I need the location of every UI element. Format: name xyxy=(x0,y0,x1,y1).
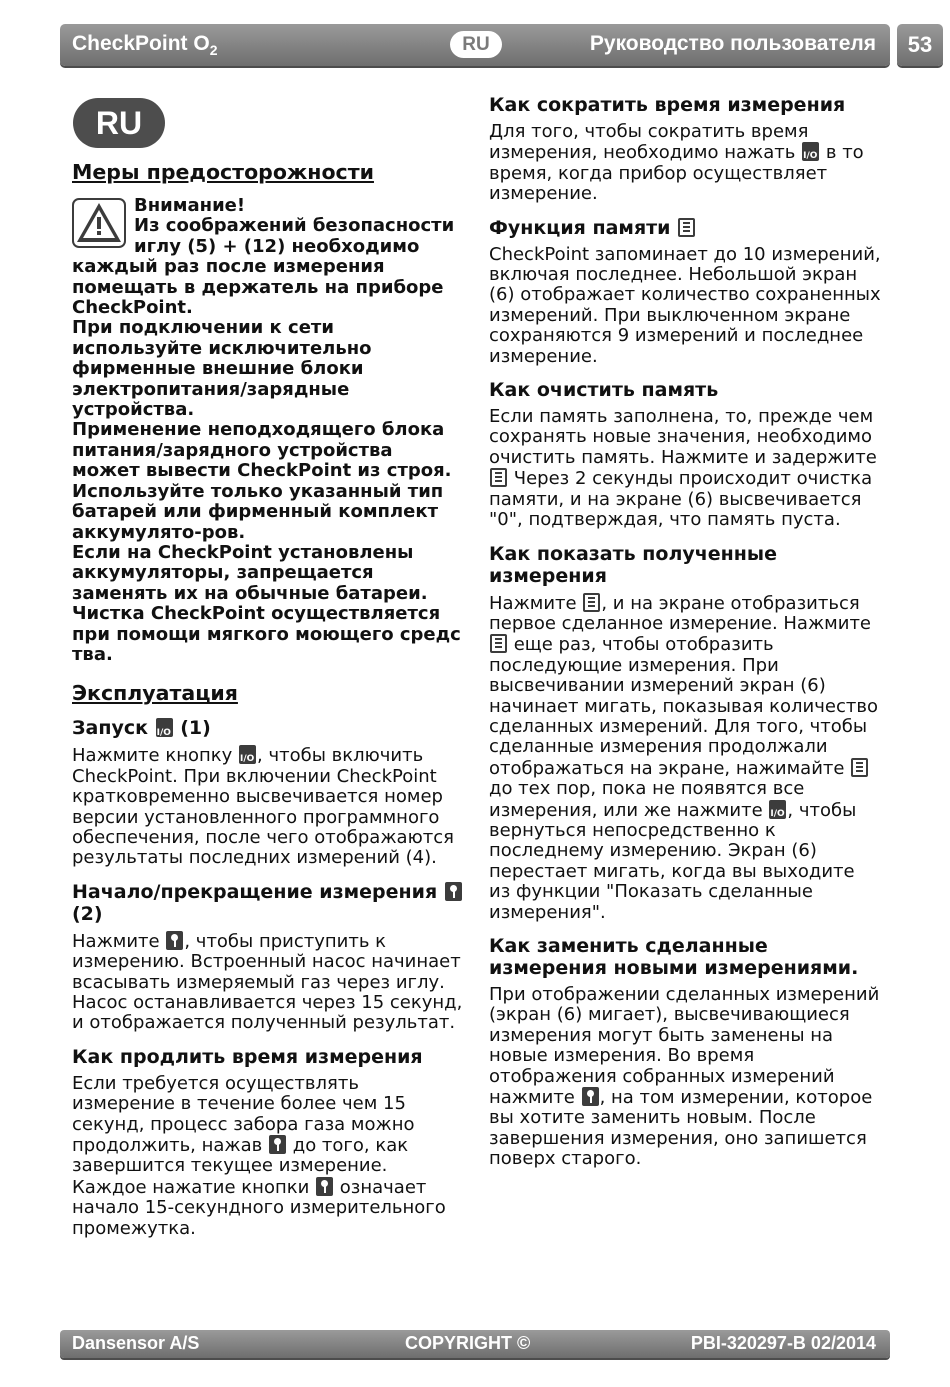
footer-bar xyxy=(60,1330,890,1358)
show-heading: Как показать полученные измерения xyxy=(489,542,777,587)
warning-text-3: Применение неподходящего блока питания/зарядного устройства может вывести CheckPoint из строя. xyxy=(72,419,452,482)
replace-heading: Как заменить сделанные измерения новыми измерениями. xyxy=(489,935,859,979)
footer-company: Dansensor A/S xyxy=(72,1333,200,1353)
header-bar xyxy=(60,24,890,66)
onoff-key-icon xyxy=(239,745,256,764)
clear-text: Если память заполнена, то, прежде чем сохранять новые значения, необходимо очистить память. Нажмите и задержите Через 2 секунды происходит очистка памяти, и на экране (6) высвечивается "0", подтверждая, что память пуста. xyxy=(489,406,877,531)
shorten-heading: Как сократить время измерения xyxy=(489,94,846,116)
measure-heading: Начало/прекращение измерения (2) xyxy=(72,881,464,925)
safety-warnings xyxy=(72,196,464,665)
start-heading: Запуск I/O (1) xyxy=(72,717,464,739)
language-badge: RU xyxy=(450,31,502,58)
footer-copyright: COPYRIGHT © xyxy=(405,1333,531,1353)
measure-text: Нажмите , чтобы приступить к измерению. Встроенный насос начинает всасывать измеряемый газ через иглу. Насос останавливается через 15 секунд, и отображается полученный результат. xyxy=(72,930,463,1034)
replace-text: При отображении сделанных измерений (экран (6) мигает), высвечивающиеся измерения могут быть заменены на новые измерения. Во время отображения собранных измерений нажмите , на том измерении, которое вы хотите заменить новым. После завершения измерения, оно запишется поверх старого. xyxy=(489,984,880,1170)
measure-key-icon xyxy=(166,931,183,950)
footer-doc-id: PBI-320297-B 02/2014 xyxy=(690,1333,876,1353)
warning-text-1: Из соображений безопасности иглу (5) + (12) необходимо каждый раз после измерения помещать в держатель на приборе CheckPoint. xyxy=(72,215,455,319)
safety-heading: Меры предосторожности xyxy=(72,160,374,184)
extend-heading: Как продлить время измерения xyxy=(72,1045,423,1068)
onoff-key-icon xyxy=(802,142,819,161)
clear-heading: Как очистить память xyxy=(489,379,719,402)
measure-key-icon xyxy=(582,1087,599,1106)
memory-heading: Функция памяти xyxy=(489,217,881,239)
memory-key-icon xyxy=(490,468,507,487)
warning-text-6: Чистка CheckPoint осуществляется при помощи мягкого моющего средс тва. xyxy=(72,603,461,665)
measure-key-icon xyxy=(269,1135,286,1154)
brand-title: CheckPoint $O_2$ xyxy=(72,32,218,59)
memory-key-icon xyxy=(490,634,507,653)
operation-heading: Эксплуатация xyxy=(72,681,238,706)
memory-key-icon xyxy=(678,218,695,237)
memory-text: CheckPoint запоминает до 10 измерений, включая последнее. Небольшой экран (6) отображает количество сохраненных измерений. При выключенном экране сохраняются 9 измерений и последнее измерение. xyxy=(489,243,881,367)
start-text: Нажмите кнопку I/O , чтобы включить CheckPoint. При включении CheckPoint кратковременно высвечивается номер версии установленного программного обеспечения, после чего отображаются результаты последних измерений (4). xyxy=(72,745,464,868)
warning-triangle-icon xyxy=(72,198,126,248)
warning-text-5: Если на CheckPoint установлены аккумуляторы, запрещается заменять их на обычные батареи. xyxy=(72,541,428,604)
guide-title: Руководство пользователя xyxy=(589,32,876,55)
onoff-key-icon xyxy=(769,800,786,819)
warning-text-4: Используйте только указанный тип батарей или фирменный комплект аккумулято-ров. xyxy=(72,480,444,543)
shorten-text: Для того, чтобы сократить время измерения, необходимо нажать I/O в то время, когда прибор осуществляет измерение. xyxy=(489,122,881,205)
extend-text: Если требуется осуществлять измерение в течение более чем 15 секунд, процесс забора газа можно продолжить, нажав до того, как завершится текущее измерение. Каждое нажатие кнопки означает начало 15-секундного измерительного промежутка. xyxy=(72,1072,446,1239)
memory-key-icon xyxy=(851,758,868,777)
warning-heading: Внимание! xyxy=(134,195,246,216)
page-number: 53 xyxy=(897,24,943,66)
warning-text-2: При подключении к сети используйте исключительно фирменные внешние блоки электропитания/зарядные устройства. xyxy=(72,317,372,421)
language-section-badge: RU xyxy=(73,98,165,148)
onoff-key-icon xyxy=(156,718,173,737)
measure-key-icon xyxy=(316,1177,333,1196)
show-text: Нажмите , и на экране отобразиться первое сделанное измерение. Нажмите еще раз, чтобы отобразить последующие измерения. При высвечивании измерений экран (6) начинает мигать, показывая количество сделанных измерений. Для того, чтобы сделанные измерения продолжали отображаться на экране, нажимайте до тех пор, пока не появятся все измерения, или же нажмите I/O , чтобы вернуться непосредственно к последнему измерению. Экран (6) перестает мигать, когда вы выходите из функции "Показать сделанные измерения". xyxy=(489,593,881,924)
measure-key-icon xyxy=(445,882,462,901)
left-column xyxy=(72,160,464,1251)
right-column xyxy=(489,94,881,1182)
memory-key-icon xyxy=(583,593,600,612)
